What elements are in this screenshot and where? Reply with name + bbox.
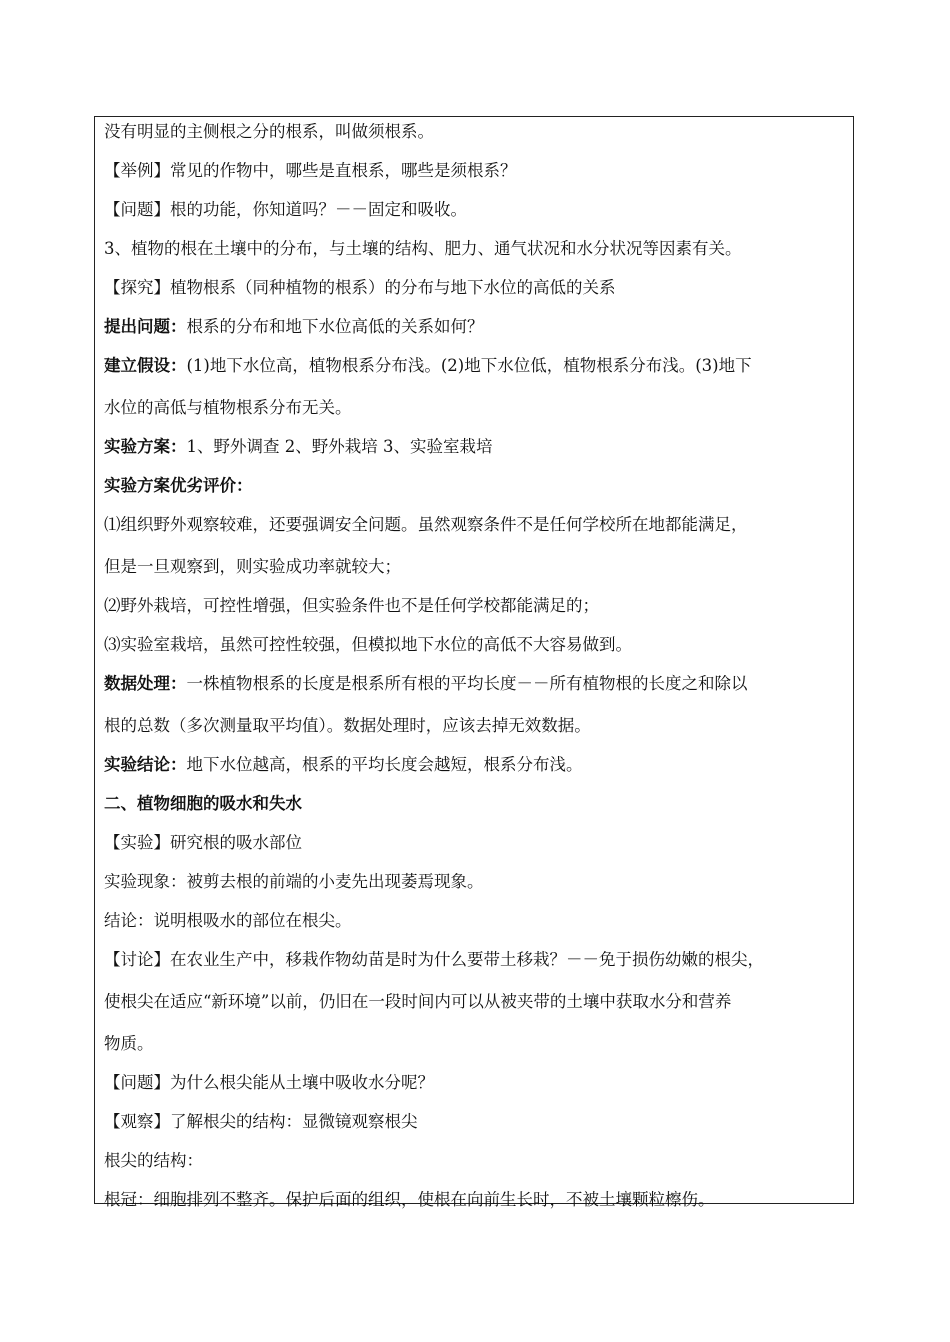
text-line: 3、植物的根在土壤中的分布，与土壤的结构、肥力、通气状况和水分状况等因素有关。: [104, 239, 742, 258]
text-line: 【观察】了解根尖的结构：显微镜观察根尖: [104, 1112, 418, 1131]
line-label: 数据处理：: [104, 674, 187, 693]
line-label: 建立假设：: [104, 356, 187, 375]
text-line: 【实验】研究根的吸水部位: [104, 833, 302, 852]
text-line: 根的总数（多次测量取平均值）。数据处理时，应该去掉无效数据。: [104, 716, 591, 735]
text-line: ⑴组织野外观察较难，还要强调安全问题。虽然观察条件不是任何学校所在地都能满足，: [104, 515, 748, 534]
text-line: 物质。: [104, 1034, 154, 1053]
text-line: 但是一旦观察到，则实验成功率就较大；: [104, 557, 401, 576]
text-line: 根尖的结构：: [104, 1151, 203, 1170]
text-line: [104, 476, 253, 496]
text-line: 【问题】为什么根尖能从土壤中吸收水分呢？: [104, 1073, 434, 1092]
text-line: 【问题】根的功能，你知道吗？－－固定和吸收。: [104, 200, 467, 219]
text-line: 实验现象：被剪去根的前端的小麦先出现萎焉现象。: [104, 872, 484, 891]
text-line: ⑶实验室栽培，虽然可控性较强，但模拟地下水位的高低不大容易做到。: [104, 635, 632, 654]
line-label: 二、植物细胞的吸水和失水: [104, 794, 302, 813]
line-label: 实验方案：: [104, 437, 187, 456]
text-line: 数据处理：一株植物根系的长度是根系所有根的平均长度－－所有植物根的长度之和除以: [104, 674, 748, 693]
text-line: 使根尖在适应“新环境”以前，仍旧在一段时间内可以从被夹带的土壤中获取水分和营养: [104, 992, 732, 1011]
text-line: 【探究】植物根系（同种植物的根系）的分布与地下水位的高低的关系: [104, 278, 616, 297]
text-line: ⑵野外栽培，可控性增强，但实验条件也不是任何学校都能满足的；: [104, 596, 599, 615]
line-label: 提出问题：: [104, 317, 187, 336]
text-line: 水位的高低与植物根系分布无关。: [104, 398, 352, 417]
text-line: 没有明显的主侧根之分的根系，叫做须根系。: [104, 122, 434, 141]
text-line: 提出问题：根系的分布和地下水位高低的关系如何？: [104, 317, 484, 336]
section-heading: [104, 794, 302, 814]
text-line: 结论：说明根吸水的部位在根尖。: [104, 911, 352, 930]
text-line: 建立假设：(1)地下水位高，植物根系分布浅。(2)地下水位低，植物根系分布浅。(3)地下: [104, 356, 752, 375]
line-label: 实验方案优劣评价：: [104, 476, 253, 495]
line-label: 实验结论：: [104, 755, 187, 774]
text-line: 实验方案：1、野外调查 2、野外栽培 3、实验室栽培: [104, 437, 493, 456]
text-line: 【举例】常见的作物中，哪些是直根系，哪些是须根系？: [104, 161, 517, 180]
text-line: 【讨论】在农业生产中，移栽作物幼苗是时为什么要带土移栽？－－免于损伤幼嫩的根尖，: [104, 950, 764, 969]
text-line: 根冠：细胞排列不整齐。保护后面的组织，使根在向前生长时，不被土壤颗粒檫伤。: [104, 1190, 715, 1209]
text-line: 实验结论：地下水位越高，根系的平均长度会越短，根系分布浅。: [104, 755, 583, 774]
